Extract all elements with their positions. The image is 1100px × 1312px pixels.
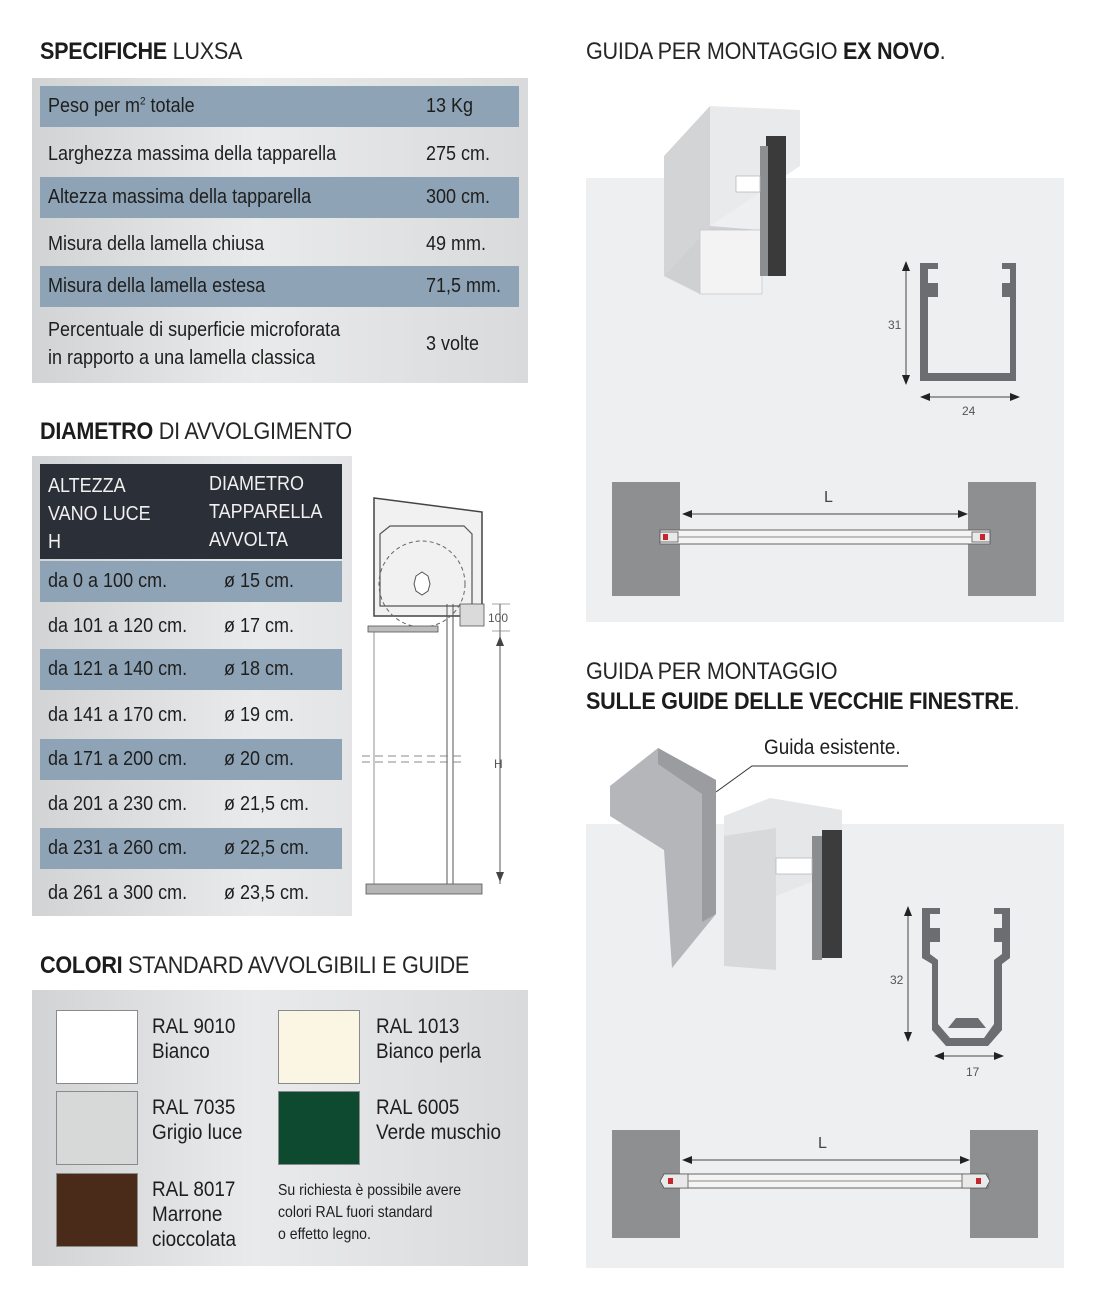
diam-row-7: da 231 a 260 cm. ø 22,5 cm. [40, 828, 342, 869]
diam-row-4: da 141 a 170 cm. ø 19 cm. [48, 704, 295, 726]
diam-row-5: da 171 a 200 cm. ø 20 cm. [40, 739, 342, 780]
swatch-ral-1013 [278, 1010, 360, 1084]
window-section-2 [612, 1128, 1040, 1240]
spec-row-altezza: Altezza massima della tapparella 300 cm. [40, 177, 519, 218]
spec-row-peso: Peso per $m^2$ totale 13 Kg [40, 86, 519, 127]
dim-32-label: 32 [890, 973, 904, 987]
specs-panel [32, 78, 528, 383]
label-ral-6005: RAL 6005 Verde muschio [376, 1096, 502, 1144]
diametro-title: DIAMETRO DI AVVOLGIMENTO [40, 418, 352, 445]
diam-row-1: da 0 a 100 cm. ø 15 cm. [40, 561, 342, 602]
guida2-title: GUIDA PER MONTAGGIO SULLE GUIDE DELLE VECCHIE FINESTRE. [586, 658, 1020, 715]
window-section-1 [612, 480, 1040, 598]
callout-label: Guida esistente. [764, 736, 901, 759]
swatch-ral-8017 [56, 1173, 138, 1247]
colori-title: COLORI STANDARD AVVOLGIBILI E GUIDE [40, 952, 470, 979]
guide-profile-3d-2 [606, 746, 876, 976]
diam-row-3: da 121 a 140 cm. ø 18 cm. [40, 649, 342, 690]
diam-row-8: da 261 a 300 cm. ø 23,5 cm. [48, 882, 310, 904]
section-profile-1 [880, 255, 1040, 425]
label-ral-8017: RAL 8017 Marrone cioccolata [152, 1178, 237, 1251]
dim-l-label-2: L [818, 1135, 827, 1152]
section-profile-2 [880, 900, 1040, 1080]
diam-row-2: da 101 a 120 cm. ø 17 cm. [48, 615, 295, 637]
swatch-ral-6005 [278, 1091, 360, 1165]
roller-box-diagram [352, 456, 528, 916]
spec-row-chiusa: Misura della lamella chiusa 49 mm. [48, 233, 487, 255]
label-ral-7035: RAL 7035 Grigio luce [152, 1096, 243, 1144]
spec-row-larghezza: Larghezza massima della tapparella 275 cm. [48, 143, 491, 165]
label-ral-1013: RAL 1013 Bianco perla [376, 1015, 482, 1063]
dim-l-label-1: L [824, 489, 833, 506]
guida1-title: GUIDA PER MONTAGGIO EX NOVO. [586, 38, 946, 65]
swatch-ral-9010 [56, 1010, 138, 1084]
spec-row-estesa: Misura della lamella estesa 71,5 mm. [40, 266, 519, 307]
swatch-ral-7035 [56, 1091, 138, 1165]
specs-title: SPECIFICHE LUXSA [40, 38, 243, 65]
dim-17-label: 17 [966, 1065, 980, 1079]
colori-panel [32, 990, 528, 1266]
dim-h-label: H [494, 757, 503, 771]
diametro-table-header: ALTEZZA VANO LUCE H DIAMETRO TAPPARELLA AVVOLTA [40, 464, 342, 559]
dim-24-label: 24 [962, 404, 976, 418]
dim-31-label: 31 [888, 318, 902, 332]
diam-row-6: da 201 a 230 cm. ø 21,5 cm. [48, 793, 310, 815]
colori-note: Su richiesta è possibile avere colori RAL fuori standard o effetto legno. [278, 1182, 462, 1243]
guide-profile-3d [640, 96, 820, 296]
spec-row-percentuale: Percentuale di superficie microforata in rapporto a una lamella classica 3 volte [48, 319, 480, 369]
dim-100-label: 100 [488, 611, 509, 625]
label-ral-9010: RAL 9010 Bianco [152, 1015, 236, 1063]
